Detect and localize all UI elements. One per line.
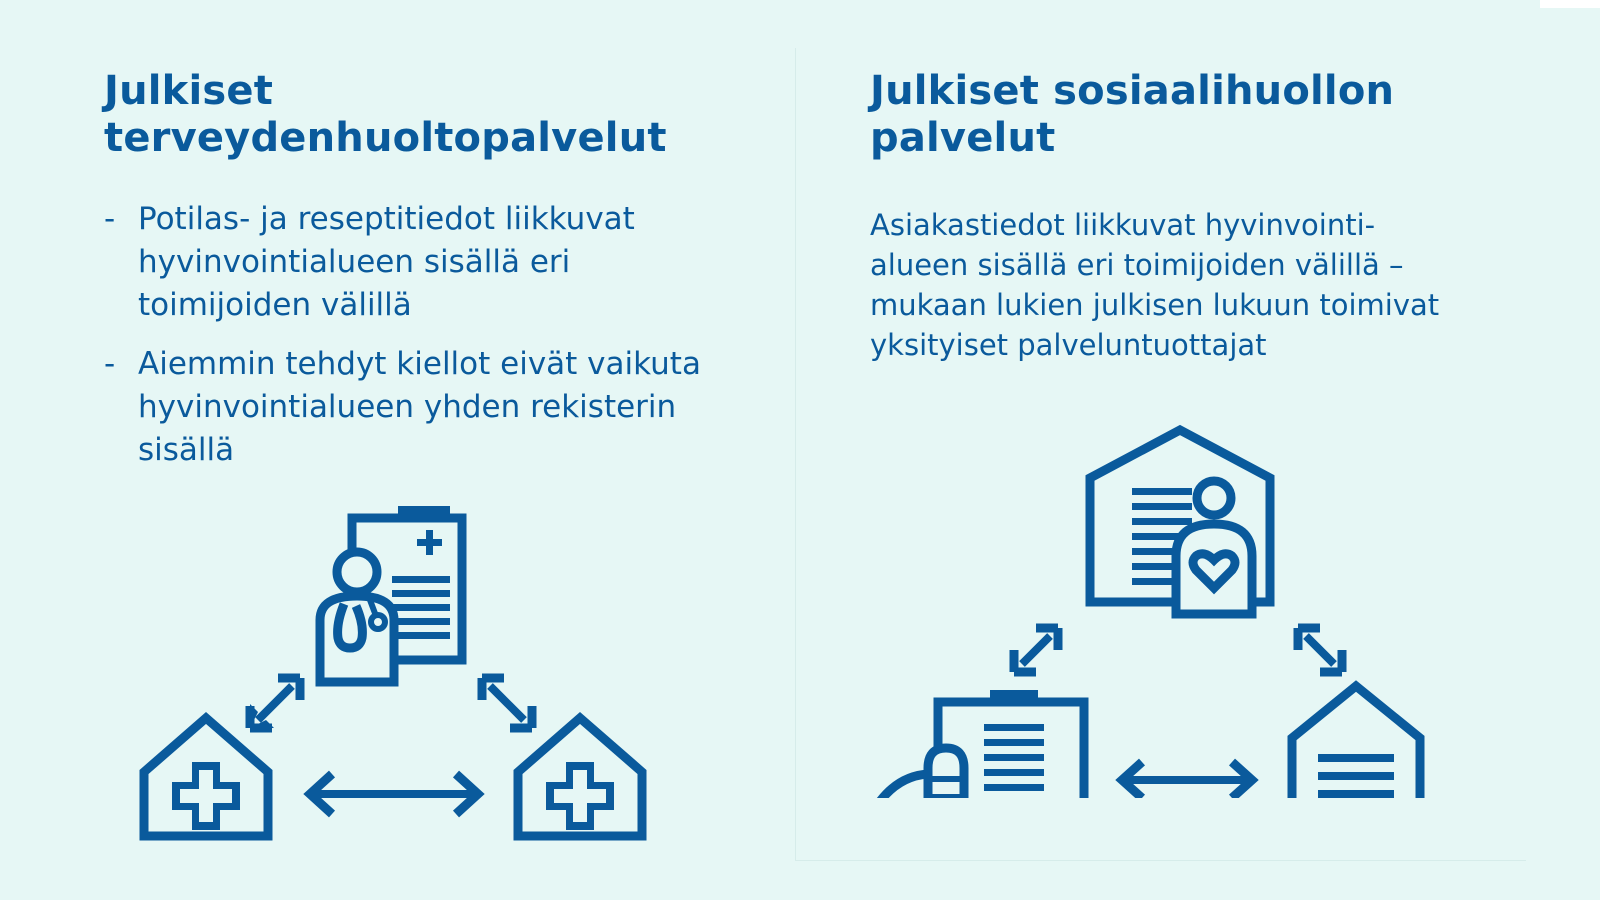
- kindergarten-slide-icon: [838, 690, 1084, 798]
- bullet-text: Aiemmin tehdyt kiellot eivät vaikuta hyvinvointialueen yhden rekisterin sisällä: [138, 346, 701, 468]
- bullet-item: [104, 198, 744, 327]
- social-illustration: [836, 418, 1456, 798]
- doctor-clipboard-icon: [320, 506, 462, 682]
- bidirectional-arrow-icon: [1122, 762, 1252, 798]
- hospital-house-icon: [518, 718, 642, 836]
- bullet-text: Potilas- ja reseptitiedot liikkuvat hyvinvointialueen sisällä eri toimijoiden välillä: [138, 201, 635, 323]
- bidirectional-arrow-icon: [1014, 628, 1058, 672]
- bullet-dash: -: [104, 346, 116, 382]
- bidirectional-arrow-icon: [482, 678, 532, 728]
- bullet-item: [104, 343, 744, 472]
- health-services-panel: [0, 0, 795, 900]
- health-services-bullets: [104, 198, 744, 488]
- health-services-title: Julkiset terveydenhuoltopalvelut: [104, 68, 667, 161]
- care-home-icon: [1090, 430, 1270, 614]
- bidirectional-arrow-icon: [1298, 628, 1342, 672]
- health-illustration: [130, 500, 660, 850]
- bidirectional-arrow-icon: [310, 774, 478, 814]
- social-services-title: Julkiset sosiaalihuollon palvelut: [870, 68, 1395, 161]
- garage-house-icon: [1292, 686, 1420, 798]
- social-services-description: Asiakastiedot liikkuvat hyvinvointi-alueen sisällä eri toimijoiden välillä – mukaan lukien julkisen lukuun toimivat yksityiset palveluntuottajat: [870, 208, 1440, 362]
- bidirectional-arrow-icon: [250, 678, 300, 728]
- bullet-dash: -: [104, 201, 116, 237]
- hospital-house-icon: [144, 718, 268, 836]
- social-services-panel: [795, 48, 1526, 861]
- corner-strip: [1540, 0, 1600, 8]
